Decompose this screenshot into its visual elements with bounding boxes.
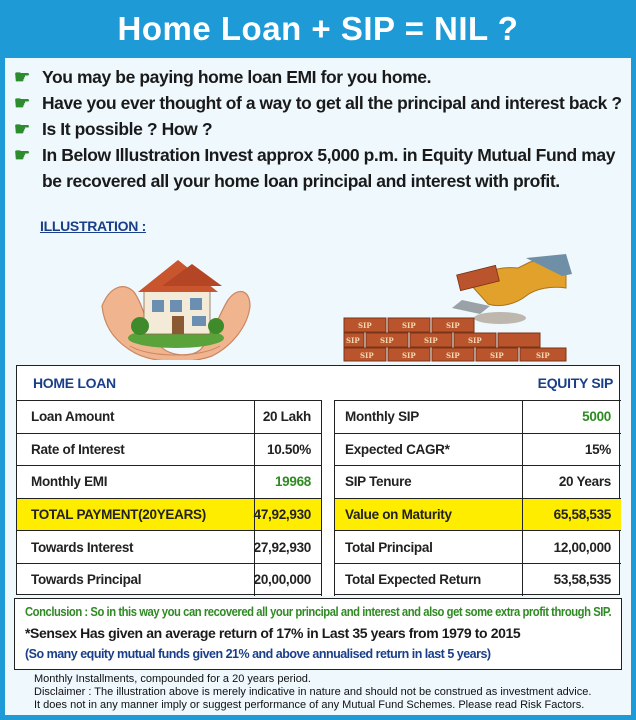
table-row: Loan Amount 20 Lakh	[17, 400, 321, 433]
table-row-highlighted: TOTAL PAYMENT(20YEARS) 47,92,930	[17, 498, 321, 531]
brick-label: SIP	[446, 351, 460, 360]
table-row: Monthly SIP 5000	[335, 400, 621, 433]
equity-sip-heading: EQUITY SIP	[537, 375, 613, 391]
table-divider	[321, 400, 335, 596]
table-row: Towards Interest 27,92,930	[17, 530, 321, 563]
brick-label: SIP	[402, 321, 416, 330]
bullet-item: ☛ In Below Illustration Invest approx 5,000 p.m. in Equity Mutual Fund may	[14, 142, 626, 168]
disclaimer: Monthly Installments, compounded for a 20 years period. Disclaimer : The illustration above is merely indicative in nature and should not be construed as investment advice. It does not in any manner imply or suggest performance of any Mutual Fund Schemes. Please read Risk Factors.	[34, 673, 592, 711]
sip-bricks-image	[340, 244, 572, 362]
table-row: Rate of Interest 10.50%	[17, 433, 321, 466]
brick-label: SIP	[402, 351, 416, 360]
brick-label: SIP	[446, 321, 460, 330]
table-row: Expected CAGR* 15%	[335, 433, 621, 466]
page-title: Home Loan + SIP = NIL ?	[117, 10, 519, 47]
brick-label: SIP	[380, 336, 394, 345]
comparison-table	[16, 365, 620, 595]
bullet-item: ☛ You may be paying home loan EMI for you home.	[14, 64, 626, 90]
home-loan-panel	[17, 366, 321, 596]
brick-label: SIP	[360, 351, 374, 360]
brick-label: SIP	[536, 351, 550, 360]
bullet-item-continued: be recovered all your home loan principal and interest with profit.	[42, 171, 560, 191]
pointing-hand-icon: ☛	[14, 145, 31, 165]
pointing-hand-icon: ☛	[14, 93, 31, 113]
brick-label: SIP	[490, 351, 504, 360]
brick-label: SIP	[424, 336, 438, 345]
conclusion-box: Conclusion : So in this way you can recovered all your principal and interest and also get some extra profit through SIP. *Sensex Has given an average return of 17% in Last 35 years from 1979 to 2015 (So many equity mutual funds given 21% and above annualised return in last 5 years)	[14, 598, 622, 670]
house-in-hands-image	[100, 246, 252, 360]
bullet-list	[14, 64, 626, 194]
pointing-hand-icon: ☛	[14, 67, 31, 87]
table-row: Monthly EMI 19968	[17, 465, 321, 498]
table-row: SIP Tenure 20 Years	[335, 465, 621, 498]
header-banner	[0, 0, 636, 58]
illustration-label: ILLUSTRATION :	[40, 218, 146, 234]
home-loan-heading: HOME LOAN	[33, 375, 116, 391]
table-row: Total Expected Return 53,58,535	[335, 563, 621, 596]
brick-label: SIP	[358, 321, 372, 330]
brick-label: SIP	[346, 336, 360, 345]
bullet-item: ☛ Is It possible ? How ?	[14, 116, 626, 142]
bullet-item: ☛ Have you ever thought of a way to get all the principal and interest back ?	[14, 90, 626, 116]
brick-label: SIP	[468, 336, 482, 345]
pointing-hand-icon: ☛	[14, 119, 31, 139]
equity-sip-panel	[335, 366, 621, 596]
table-row: Towards Principal 20,00,000	[17, 563, 321, 596]
table-row: Total Principal 12,00,000	[335, 530, 621, 563]
table-row-highlighted: Value on Maturity 65,58,535	[335, 498, 621, 531]
